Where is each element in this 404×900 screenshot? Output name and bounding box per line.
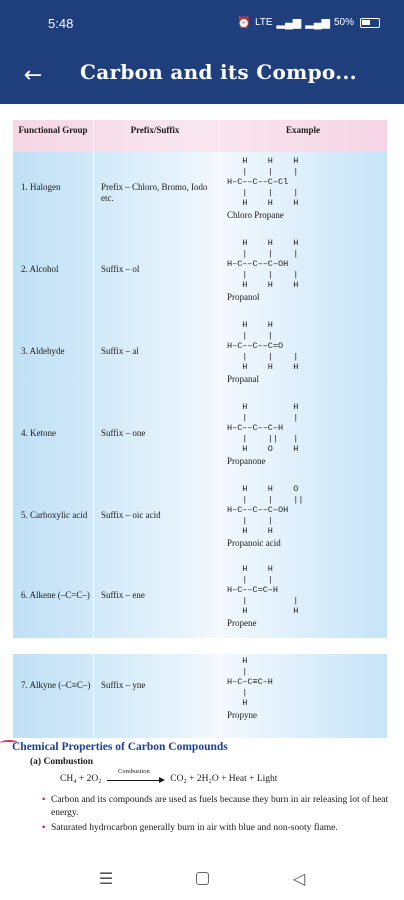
alarm-icon: ⏰ [237, 17, 251, 29]
compound-name: Chloro Propane [227, 209, 284, 220]
column-divider [93, 120, 94, 638]
row-fix: Prefix – Chloro, Bromo, Iodo etc. [101, 182, 208, 203]
navigation-bar [0, 856, 404, 900]
row-name: 7. Alkyne (–C≡C–) [21, 680, 91, 690]
compound-name: Propanone [227, 455, 266, 466]
sub-title: (a) Combustion [30, 757, 94, 767]
app-bar [0, 46, 404, 104]
row-fix: Suffix – ol [101, 264, 140, 274]
arrow-back-icon: ← [23, 62, 43, 88]
nav-back-button[interactable] [284, 866, 314, 890]
structure-formula: H H | | H–C––C––C–H | || | H O H [227, 402, 299, 454]
header-prefix-suffix: Prefix/Suffix [130, 125, 180, 135]
bullet-item: • Carbon and its compounds are used as fuels because they burn in air releasing lot of heat energy. [42, 794, 392, 819]
compound-name: Propanal [227, 373, 259, 384]
status-bar [0, 0, 404, 46]
structure-formula: H H | | H–C––C=C–H | | H H [227, 564, 299, 616]
table-header [13, 120, 387, 152]
row-fix: Suffix – al [101, 346, 139, 356]
home-icon [196, 872, 209, 885]
reaction-arrow-icon [107, 768, 165, 784]
structure [227, 484, 387, 548]
structure [227, 238, 387, 302]
header-example: Example [285, 125, 320, 135]
arrow-label: Combustion [118, 768, 150, 775]
bullet-list [42, 794, 392, 838]
battery-label: 50% [333, 17, 354, 28]
functional-group-table [13, 120, 387, 638]
row-name: 1. Halogen [21, 182, 61, 192]
structure [227, 156, 387, 220]
structure-formula: H H | | H–C––C––C=O | | | H H H [227, 320, 299, 372]
structure [227, 402, 387, 466]
status-time: 5:48 [48, 16, 74, 31]
structure [227, 656, 387, 720]
equation-products: CO₂ + 2H₂O + Heat + Light [170, 774, 278, 785]
column-divider [219, 654, 220, 738]
battery-icon [360, 18, 380, 28]
structure [227, 320, 387, 384]
content-area[interactable] [0, 104, 404, 856]
row-name: 5. Carboxylic acid [21, 510, 88, 520]
row-name: 6. Alkene (–C=C–) [21, 590, 90, 600]
bullet-item: • Saturated hydrocarbon generally burn in air with blue and non-sooty flame. [42, 822, 392, 835]
row-name: 3. Aldehyde [21, 346, 65, 356]
compound-name: Propanol [227, 291, 260, 302]
compound-name: Propene [227, 617, 257, 628]
row-name: 2. Alcohol [21, 264, 59, 274]
compound-name: Propyne [227, 709, 257, 720]
row-name: 4. Ketone [21, 428, 56, 438]
structure-formula: H H H | | | H–C––C––C–OH | | | H H H [227, 238, 299, 290]
equation-reactants: CH₄ + 2O₂ [60, 774, 102, 785]
signal-icon: ▂▄▆ [305, 17, 330, 29]
recent-apps-icon: ☰ [98, 868, 114, 888]
structure-formula: H | H–C–C≡C–H | H [227, 656, 273, 708]
home-button[interactable] [187, 866, 217, 890]
row-fix: Suffix – yne [101, 680, 146, 690]
structure-formula: H H O | | || H–C––C––C–OH | | H H [227, 484, 304, 536]
signal-icon: ▂▄▆ [276, 17, 302, 29]
column-divider [219, 120, 220, 638]
network-type-label: LTE [254, 17, 273, 28]
row-fix: Suffix – one [101, 428, 146, 438]
compound-name: Propanoic acid [227, 537, 281, 548]
column-divider [93, 654, 94, 738]
nav-back-icon: ◁ [292, 868, 306, 888]
recent-apps-button[interactable] [91, 866, 121, 890]
page-title: Carbon and its Compo... [80, 60, 357, 84]
structure [227, 564, 387, 628]
back-button[interactable] [16, 58, 50, 92]
status-icons [237, 16, 380, 29]
section-title: Chemical Properties of Carbon Compounds [12, 741, 228, 753]
combustion-equation [60, 768, 278, 785]
header-functional-group: Functional Group [18, 125, 88, 135]
structure-formula: H H H | | | H–C––C––C–Cl | | | H H H [227, 156, 299, 208]
alkyne-table [13, 654, 387, 738]
row-fix: Suffix – ene [101, 590, 145, 600]
row-fix: Suffix – oic acid [101, 510, 161, 520]
